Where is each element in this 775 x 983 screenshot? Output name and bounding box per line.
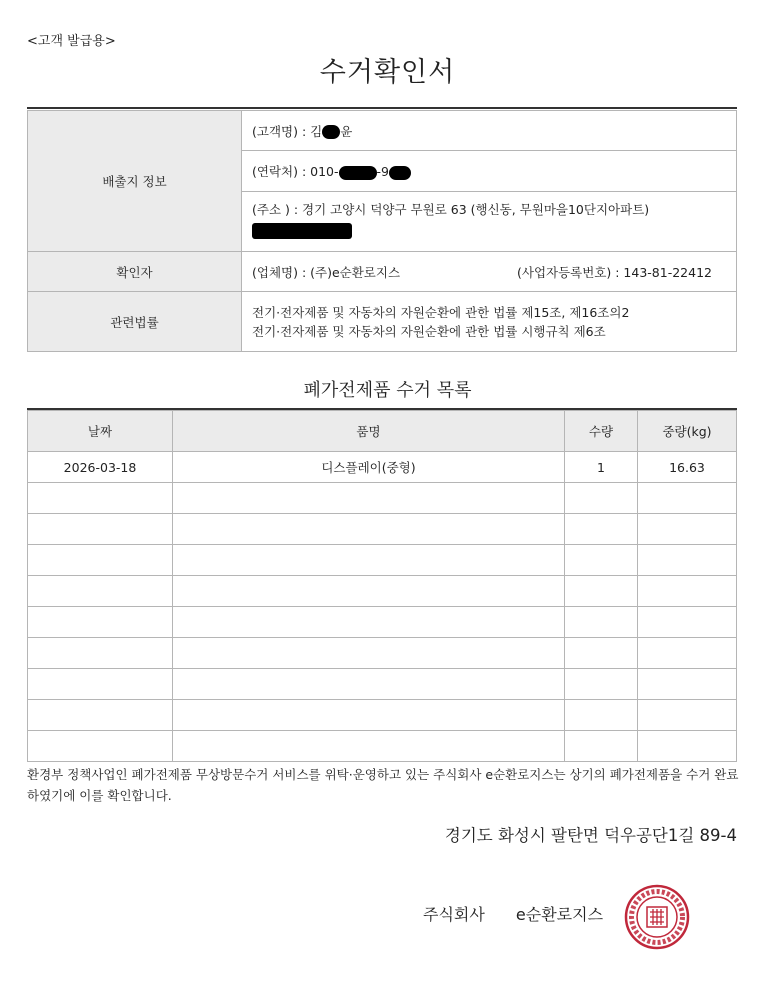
discharge-label: 배출지 정보 — [28, 111, 242, 252]
row-weight: 16.63 — [638, 452, 737, 483]
company-signature-name: e순환로지스 — [515, 905, 604, 924]
row-qty: 1 — [565, 452, 638, 483]
top-divider — [27, 107, 737, 109]
contact-mid: -9 — [376, 164, 389, 179]
document-title: 수거확인서 — [319, 57, 456, 88]
redaction-mark — [322, 125, 340, 139]
confirmer-cell — [242, 252, 737, 292]
address-cell — [242, 192, 737, 252]
law-line: 전기·전자제품 및 자동차의 자원순환에 관한 법률 시행규칙 제6조 — [252, 323, 606, 339]
empty-row — [28, 700, 737, 731]
empty-row — [28, 731, 737, 762]
pickup-list-table — [27, 410, 737, 762]
law-cell — [242, 292, 737, 352]
confirmer-label: 확인자 — [28, 252, 242, 292]
law-label: 관련법률 — [28, 292, 242, 352]
customer-name-prefix: (고객명) : 김 — [252, 123, 323, 139]
company-seal — [624, 884, 690, 954]
column-header-item: 품명 — [173, 411, 565, 452]
redaction-mark — [339, 166, 377, 180]
company-signature — [423, 902, 603, 925]
table-row — [28, 452, 737, 483]
company-address: 경기도 화성시 팔탄면 덕우공단1길 89-4 — [444, 826, 737, 845]
column-header-date: 날짜 — [28, 411, 173, 452]
customer-name-cell — [242, 111, 737, 151]
row-item: 디스플레이(중형) — [173, 452, 565, 483]
redaction-mark — [252, 223, 352, 239]
info-table — [27, 110, 737, 352]
empty-row — [28, 638, 737, 669]
contact-cell — [242, 151, 737, 192]
customer-name-suffix: 윤 — [340, 123, 353, 139]
empty-row — [28, 514, 737, 545]
business-number: (사업자등록번호) : 143-81-22412 — [517, 264, 712, 280]
address-text: (주소 ) : 경기 고양시 덕양구 무원로 63 (행신동, 무원마을10단지아파트) — [252, 202, 650, 217]
empty-row — [28, 545, 737, 576]
law-line: 전기·전자제품 및 자동차의 자원순환에 관한 법률 제15조, 제16조의2 — [252, 304, 630, 320]
list-title: 폐가전제품 수거 목록 — [303, 380, 472, 401]
confirmation-note: 환경부 정책사업인 폐가전제품 무상방문수거 서비스를 위탁·운영하고 있는 주식회사 e순환로지스는 상기의 폐가전제품을 수거 완료하였기에 이를 확인합니다. — [27, 767, 739, 803]
row-date: 2026-03-18 — [28, 452, 173, 483]
redaction-mark — [389, 166, 411, 180]
empty-row — [28, 576, 737, 607]
column-header-qty: 수량 — [565, 411, 638, 452]
empty-row — [28, 669, 737, 700]
empty-row — [28, 607, 737, 638]
column-header-weight: 중량(kg) — [638, 411, 737, 452]
company-prefix: 주식회사 — [423, 905, 485, 924]
contact-prefix: (연락처) : 010- — [252, 164, 339, 179]
document-badge: <고객 발급용> — [27, 34, 116, 49]
company-name: (업체명) : (주)e순환로지스 — [252, 264, 401, 280]
empty-row — [28, 483, 737, 514]
